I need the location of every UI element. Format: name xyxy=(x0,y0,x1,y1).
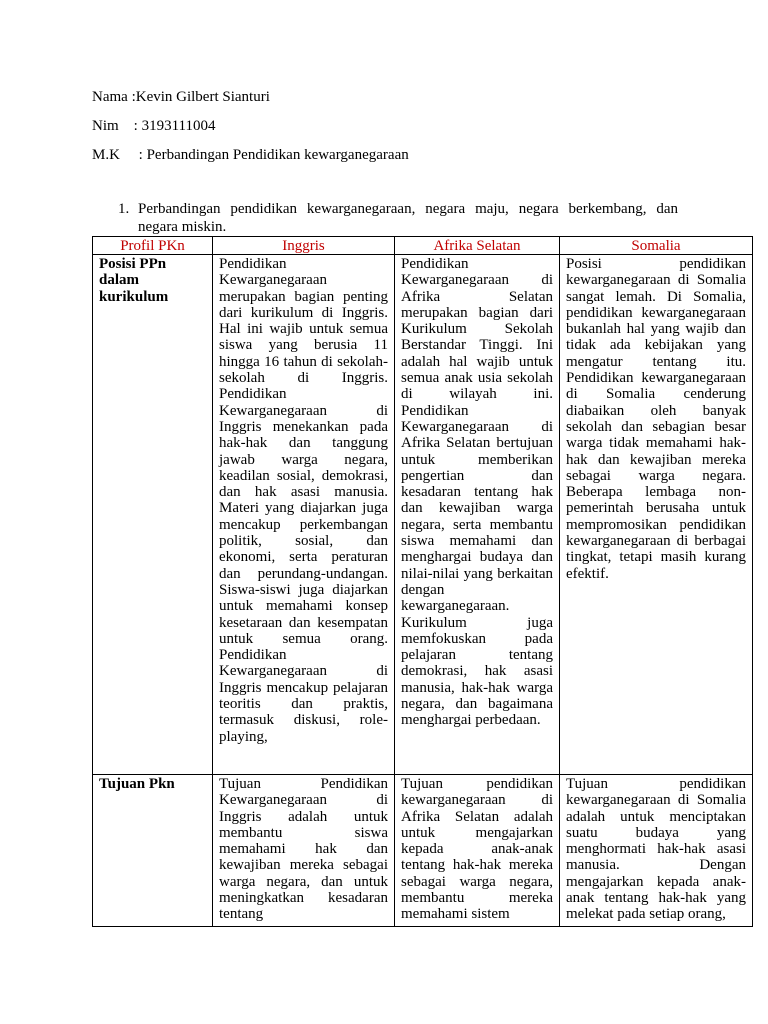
course-line xyxy=(92,146,409,164)
row-label-posisi: Posisi PPn dalam kurikulum xyxy=(93,255,213,775)
table-row xyxy=(93,775,753,927)
cell-tujuan-inggris: Tujuan Pendidikan Kewarganegaraan di Inggris adalah untuk membantu siswa memahami hak dan kewajiban mereka sebagai warga negara, dan untuk meningkatkan kesadaran tentang xyxy=(213,775,395,927)
column-header-afrika-selatan: Afrika Selatan xyxy=(395,237,560,255)
table-row xyxy=(93,255,753,775)
question-item xyxy=(118,200,678,236)
column-header-somalia: Somalia xyxy=(560,237,753,255)
course-value: Perbandingan Pendidikan kewarganegaraan xyxy=(146,147,409,163)
nim-label: Nim : xyxy=(92,118,142,134)
cell-posisi-inggris: Pendidikan Kewarganegaraan merupakan bagian penting dari kurikulum di Inggris. Hal ini wajib untuk semua siswa yang berusia 11 hingga 16 tahun di sekolah-sekolah di Inggris. Pendidikan Kewarganegaraan di Inggris menekankan pada hak-hak dan tanggung jawab warga negara, keadilan sosial, demokrasi, dan hak asasi manusia. Materi yang diajarkan juga mencakup perkembangan politik, sosial, dan ekonomi, serta peraturan dan perundang-undangan. Siswa-siswi juga diajarkan untuk memahami konsep kesetaraan dan kesempatan untuk semua orang. Pendidikan Kewarganegaraan di Inggris mencakup pelajaran teoritis dan praktis, termasuk diskusi, role-playing, xyxy=(213,255,395,775)
course-label: M.K : xyxy=(92,147,147,163)
column-header-profil: Profil PKn xyxy=(93,237,213,255)
student-id-line xyxy=(92,117,215,135)
question-number: 1. xyxy=(118,201,130,217)
student-name-line xyxy=(92,88,270,106)
cell-posisi-afrika-selatan: Pendidikan Kewarganegaraan di Afrika Selatan merupakan bagian dari Kurikulum Sekolah Berstandar Tinggi. Ini adalah hal wajib untuk semua anak usia sekolah di wilayah ini. Pendidikan Kewarganegaraan di Afrika Selatan bertujuan untuk memberikan pengertian dan kesadaran tentang hak dan kewajiban warga negara, serta membantu siswa memahami dan menghargai budaya dan nilai-nilai yang berkaitan dengan kewarganegaraan. Kurikulum juga memfokuskan pada pelajaran tentang demokrasi, hak asasi manusia, hak-hak warga negara, dan bagaimana menghargai perbedaan. xyxy=(395,255,560,775)
question-text: Perbandingan pendidikan kewarganegaraan, negara maju, negara berkembang, dan negara miskin. xyxy=(138,201,678,235)
cell-tujuan-afrika-selatan: Tujuan pendidikan kewarganegaraan di Afrika Selatan adalah untuk mengajarkan kepada anak-anak tentang hak-hak mereka sebagai warga negara, membantu mereka memahami sistem xyxy=(395,775,560,927)
table-header-row xyxy=(93,237,753,255)
comparison-table xyxy=(92,236,753,927)
column-header-inggris: Inggris xyxy=(213,237,395,255)
name-value: Kevin Gilbert Sianturi xyxy=(135,89,270,105)
cell-tujuan-somalia: Tujuan pendidikan kewarganegaraan di Somalia adalah untuk menciptakan suatu budaya yang menghormati hak-hak asasi manusia. Dengan mengajarkan kepada anak-anak tentang hak-hak yang melekat pada setiap orang, xyxy=(560,775,753,927)
nim-value: 3193111004 xyxy=(141,118,216,134)
name-label: Nama : xyxy=(92,89,136,105)
cell-posisi-somalia: Posisi pendidikan kewarganegaraan di Somalia sangat lemah. Di Somalia, pendidikan kewarganegaraan bukanlah hal yang wajib dan tidak ada kebijakan yang mengatur tentang itu. Pendidikan kewarganegaraan di Somalia cenderung diabaikan oleh banyak sekolah dan sebagian besar warga tidak memahami hak-hak dan kewajiban mereka sebagai warga negara. Beberapa lembaga non-pemerintah berusaha untuk mempromosikan pendidikan kewarganegaraan di berbagai tingkat, tetapi masih kurang efektif. xyxy=(560,255,753,775)
row-label-tujuan: Tujuan Pkn xyxy=(93,775,213,927)
